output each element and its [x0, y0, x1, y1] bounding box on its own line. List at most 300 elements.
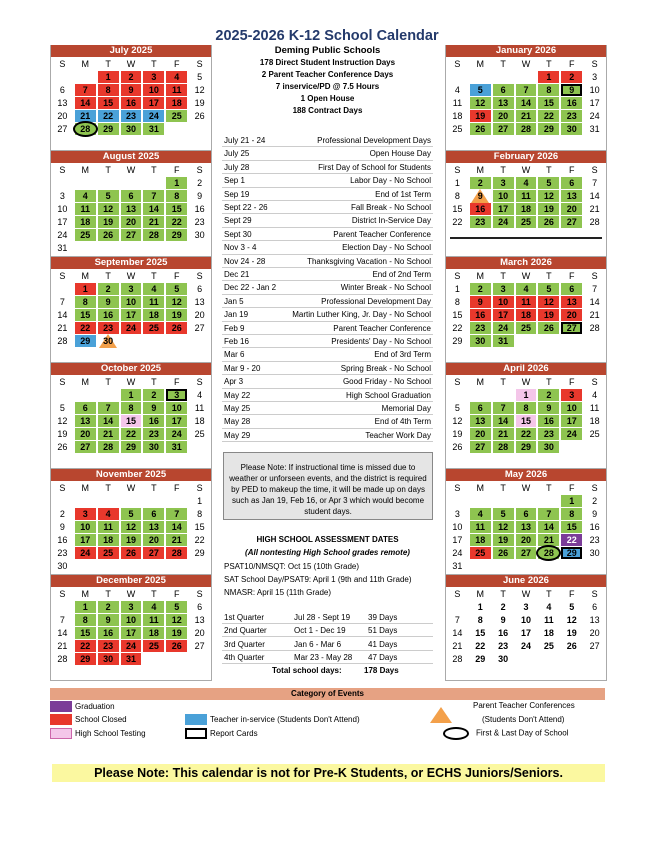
day-cell: 19	[98, 216, 119, 228]
weekday-header: M	[476, 483, 485, 493]
day-cell: 21	[57, 323, 68, 333]
event-row	[222, 201, 433, 214]
event-date: May 29	[224, 430, 251, 440]
day-cell: 5	[569, 602, 575, 612]
weekday-header: T	[500, 271, 506, 281]
day-grid	[446, 587, 606, 666]
day-cell: 18	[143, 627, 164, 639]
quarter-name: 2nd Quarter	[224, 626, 267, 636]
weekday-header: W	[126, 59, 136, 69]
day-cell: 22	[452, 217, 463, 227]
day-cell: 26	[538, 216, 559, 228]
event-row	[222, 362, 433, 375]
day-cell: 16	[98, 627, 119, 639]
weekday-header: S	[59, 589, 66, 599]
day-cell: 30	[98, 335, 119, 347]
event-name: High School Graduation	[346, 390, 431, 400]
district-line: 1 Open House	[300, 94, 355, 103]
day-cell: 2	[59, 509, 65, 519]
day-cell: 29	[452, 336, 463, 346]
weekday-header: T	[151, 165, 157, 175]
day-cell: 4	[98, 508, 119, 520]
day-cell: 13	[194, 615, 205, 625]
day-cell: 18	[194, 416, 205, 426]
day-cell: 6	[516, 508, 537, 520]
day-cell: 22	[98, 110, 119, 122]
event-date: May 22	[224, 390, 251, 400]
weekday-header: T	[105, 377, 111, 387]
day-cell: 18	[470, 534, 491, 546]
day-cell: 26	[493, 547, 514, 559]
day-cell: 20	[75, 428, 96, 440]
weekday-header: W	[521, 377, 531, 387]
event-date: Jan 5	[224, 296, 244, 306]
weekday-header: W	[126, 483, 136, 493]
day-cell: 6	[561, 283, 582, 295]
day-grid	[51, 587, 211, 666]
day-cell: 6	[561, 177, 582, 189]
day-cell: 16	[538, 415, 559, 427]
quarter-days: 41 Days	[368, 639, 398, 649]
day-cell: 11	[143, 296, 164, 308]
day-cell: 16	[470, 309, 491, 321]
event-date: Nov 24 - 28	[224, 256, 266, 266]
empty-cell	[470, 71, 491, 83]
day-cell: 17	[493, 309, 514, 321]
circle-icon	[443, 727, 469, 740]
day-cell: 3	[75, 508, 96, 520]
day-cell: 3	[121, 283, 142, 295]
event-date: Apr 3	[224, 377, 244, 387]
day-cell: 25	[516, 216, 537, 228]
day-cell: 26	[98, 229, 119, 241]
day-cell: 5	[454, 403, 460, 413]
day-cell: 11	[98, 521, 119, 533]
weekday-header: S	[196, 271, 203, 281]
day-cell: 3	[493, 283, 514, 295]
day-cell: 4	[75, 190, 96, 202]
month-header: May 2026	[446, 469, 606, 481]
day-cell: 21	[75, 110, 96, 122]
day-cell: 24	[166, 428, 187, 440]
weekday-header: T	[105, 483, 111, 493]
weekday-header: S	[454, 271, 461, 281]
day-cell: 19	[493, 534, 514, 546]
day-cell: 4	[166, 71, 187, 83]
empty-cell	[470, 389, 491, 401]
day-cell: 17	[561, 415, 582, 427]
day-cell: 11	[516, 296, 537, 308]
day-cell: 28	[98, 441, 119, 453]
total-row	[222, 664, 433, 677]
event-row	[222, 429, 433, 442]
month-november-2025	[50, 469, 212, 575]
quarter-days: 47 Days	[368, 652, 398, 662]
weekday-header: T	[500, 377, 506, 387]
day-cell: 10	[493, 190, 514, 202]
day-cell: 5	[121, 508, 142, 520]
weekday-header: F	[173, 59, 180, 69]
quarter-row	[222, 624, 433, 637]
event-date: Dec 22 - Jan 2	[224, 283, 277, 293]
day-cell: 27	[143, 547, 164, 559]
day-cell: 2	[197, 178, 203, 188]
day-cell: 27	[493, 123, 514, 135]
day-cell: 15	[194, 522, 205, 532]
day-grid	[51, 57, 211, 136]
day-cell: 28	[57, 336, 68, 346]
weekday-header: S	[59, 271, 66, 281]
empty-cell	[143, 495, 164, 507]
day-cell: 15	[516, 415, 537, 427]
empty-cell	[493, 389, 514, 401]
day-cell: 5	[493, 508, 514, 520]
weekday-header: S	[196, 377, 203, 387]
day-cell: 31	[57, 243, 68, 253]
weekday-header: S	[59, 165, 66, 175]
empty-cell	[98, 495, 119, 507]
weekday-header: T	[105, 271, 111, 281]
day-cell: 14	[57, 628, 68, 638]
empty-cell	[75, 389, 96, 401]
day-cell: 19	[57, 429, 68, 439]
day-cell: 18	[516, 309, 537, 321]
empty-cell	[493, 495, 514, 507]
day-cell: 25	[166, 110, 187, 122]
day-cell: 25	[589, 429, 600, 439]
day-cell: 27	[561, 216, 582, 228]
day-cell: 31	[121, 653, 142, 665]
month-header: January 2026	[446, 45, 606, 57]
weekday-header: M	[476, 165, 485, 175]
weekday-header: W	[126, 165, 136, 175]
day-cell: 22	[452, 323, 463, 333]
day-cell: 27	[589, 641, 600, 651]
weekday-header: S	[454, 165, 461, 175]
hs-assessment-item: PSAT10/NMSQT: Oct 15 (10th Grade)	[224, 562, 360, 571]
day-cell: 29	[561, 547, 582, 559]
event-name: Labor Day - No School	[350, 176, 431, 186]
day-cell: 7	[75, 84, 96, 96]
day-cell: 18	[75, 216, 96, 228]
day-cell: 6	[493, 84, 514, 96]
day-cell: 14	[166, 521, 187, 533]
month-header: August 2025	[51, 151, 211, 163]
weekday-header: F	[173, 483, 180, 493]
day-cell: 16	[194, 204, 205, 214]
weekday-header: S	[196, 589, 203, 599]
day-cell: 10	[75, 521, 96, 533]
day-cell: 6	[121, 190, 142, 202]
quarter-name: 3rd Quarter	[224, 639, 265, 649]
event-name: End of 3rd Term	[374, 350, 431, 360]
day-cell: 28	[538, 547, 559, 559]
divider	[450, 237, 602, 239]
day-cell: 12	[194, 85, 205, 95]
empty-cell	[447, 389, 468, 401]
weekday-header: S	[454, 483, 461, 493]
month-april-2026	[445, 363, 607, 469]
day-cell: 9	[538, 402, 559, 414]
weekday-header: T	[546, 165, 552, 175]
day-cell: 11	[516, 190, 537, 202]
day-cell: 13	[75, 415, 96, 427]
day-cell: 1	[197, 496, 203, 506]
day-cell: 23	[561, 110, 582, 122]
day-cell: 16	[470, 203, 491, 215]
weekday-header: W	[126, 271, 136, 281]
event-name: Martin Luther King, Jr. Day - No School	[292, 310, 431, 320]
event-name: End of 1st Term	[375, 189, 431, 199]
day-cell: 13	[121, 203, 142, 215]
event-name: Parent Teacher Conference	[333, 323, 431, 333]
day-cell: 10	[589, 85, 600, 95]
day-cell: 29	[166, 229, 187, 241]
day-cell: 23	[470, 322, 491, 334]
event-name: First Day of School for Students	[318, 162, 431, 172]
day-cell: 10	[121, 296, 142, 308]
event-date: May 25	[224, 404, 251, 413]
event-date: Sept 29	[224, 216, 252, 226]
day-cell: 19	[470, 110, 491, 122]
day-cell: 26	[166, 640, 187, 652]
day-cell: 13	[516, 521, 537, 533]
day-cell: 23	[143, 428, 164, 440]
day-cell: 21	[589, 310, 600, 320]
day-cell: 6	[75, 402, 96, 414]
day-cell: 1	[166, 177, 187, 189]
day-cell: 6	[143, 508, 164, 520]
weekday-header: S	[59, 377, 66, 387]
day-cell: 15	[121, 415, 142, 427]
day-cell: 18	[543, 628, 554, 638]
district-name: Deming Public Schools	[274, 45, 381, 56]
weekday-header: M	[476, 589, 485, 599]
weekday-header: S	[591, 589, 598, 599]
weekday-header: S	[196, 59, 203, 69]
month-header: April 2026	[446, 363, 606, 375]
day-cell: 9	[59, 522, 65, 532]
day-cell: 7	[98, 402, 119, 414]
day-cell: 3	[561, 389, 582, 401]
weekday-header: M	[476, 377, 485, 387]
day-cell: 1	[561, 495, 582, 507]
month-header: November 2025	[51, 469, 211, 481]
month-header: September 2025	[51, 257, 211, 269]
legend	[50, 688, 605, 700]
day-cell: 2	[561, 71, 582, 83]
day-cell: 12	[538, 296, 559, 308]
empty-cell	[470, 495, 491, 507]
day-cell: 1	[121, 389, 142, 401]
day-cell: 2	[121, 71, 142, 83]
event-name: Professional Development Day	[321, 296, 431, 306]
day-cell: 26	[452, 442, 463, 452]
event-row	[222, 281, 433, 294]
day-cell: 10	[121, 614, 142, 626]
legend-label: (Students Don't Attend)	[482, 715, 565, 724]
day-cell: 17	[75, 534, 96, 546]
day-cell: 5	[98, 190, 119, 202]
day-cell: 24	[57, 230, 68, 240]
day-cell: 17	[143, 97, 164, 109]
empty-cell	[447, 71, 468, 83]
day-cell: 22	[561, 534, 582, 546]
day-cell: 6	[592, 602, 598, 612]
legend-inservice	[185, 714, 360, 725]
day-cell: 27	[516, 547, 537, 559]
day-cell: 28	[75, 123, 96, 135]
event-name: District In-Service Day	[351, 216, 431, 226]
day-cell: 14	[493, 415, 514, 427]
day-cell: 22	[121, 428, 142, 440]
day-cell: 11	[75, 203, 96, 215]
day-cell: 9	[500, 615, 506, 625]
event-name: Memorial Day	[381, 404, 431, 413]
day-cell: 20	[194, 628, 205, 638]
day-cell: 15	[475, 628, 486, 638]
page-title: 2025-2026 K-12 School Calendar	[215, 28, 439, 44]
day-cell: 2	[470, 177, 491, 189]
weekday-header: M	[81, 377, 90, 387]
day-cell: 23	[538, 428, 559, 440]
weekday-header: W	[521, 165, 531, 175]
day-cell: 20	[143, 534, 164, 546]
day-cell: 30	[498, 654, 509, 664]
day-cell: 31	[143, 123, 164, 135]
day-cell: 11	[194, 403, 205, 413]
day-cell: 4	[143, 283, 164, 295]
day-cell: 10	[57, 204, 68, 214]
empty-cell	[75, 177, 96, 189]
day-cell: 16	[121, 97, 142, 109]
day-grid	[51, 269, 211, 348]
day-cell: 1	[75, 283, 96, 295]
weekday-header: S	[454, 59, 461, 69]
weekday-header: W	[521, 59, 531, 69]
event-row	[222, 174, 433, 187]
day-cell: 16	[143, 415, 164, 427]
day-cell: 29	[516, 441, 537, 453]
day-cell: 10	[452, 522, 463, 532]
day-cell: 15	[561, 521, 582, 533]
day-cell: 8	[166, 190, 187, 202]
day-cell: 25	[452, 124, 463, 134]
month-header: March 2026	[446, 257, 606, 269]
event-date: Mar 9 - 20	[224, 363, 261, 373]
day-cell: 27	[121, 229, 142, 241]
quarter-dates: Mar 23 - May 28	[294, 652, 353, 662]
day-cell: 11	[470, 521, 491, 533]
day-cell: 7	[592, 284, 598, 294]
day-cell: 14	[75, 97, 96, 109]
day-cell: 8	[75, 614, 96, 626]
day-cell: 21	[452, 641, 463, 651]
event-row	[222, 415, 433, 428]
day-cell: 13	[194, 297, 205, 307]
month-may-2026	[445, 469, 607, 575]
quarter-days: 39 Days	[368, 613, 398, 622]
day-cell: 22	[75, 640, 96, 652]
day-cell: 20	[493, 110, 514, 122]
day-cell: 7	[493, 402, 514, 414]
day-cell: 9	[470, 190, 491, 202]
weekday-header: F	[173, 377, 180, 387]
day-cell: 30	[121, 123, 142, 135]
empty-cell	[493, 71, 514, 83]
day-grid	[446, 57, 606, 136]
day-grid	[446, 375, 606, 454]
day-cell: 24	[493, 322, 514, 334]
day-cell: 19	[194, 98, 205, 108]
graduation-swatch	[50, 701, 72, 712]
weekday-header: T	[151, 377, 157, 387]
day-cell: 1	[454, 284, 460, 294]
day-cell: 15	[98, 97, 119, 109]
day-cell: 20	[516, 534, 537, 546]
day-cell: 28	[166, 547, 187, 559]
day-cell: 7	[143, 190, 164, 202]
empty-cell	[98, 177, 119, 189]
day-cell: 12	[470, 97, 491, 109]
day-cell: 4	[454, 85, 460, 95]
event-row	[222, 134, 433, 147]
day-cell: 30	[538, 441, 559, 453]
event-row	[222, 402, 433, 415]
event-date: Sept 22 - 26	[224, 203, 268, 212]
day-cell: 19	[166, 627, 187, 639]
hs-assessment-subtitle: (All nontesting High School grades remote)	[245, 548, 410, 557]
event-date: Nov 3 - 4	[224, 243, 257, 253]
district-info	[222, 45, 433, 117]
day-cell: 25	[143, 640, 164, 652]
weekday-header: W	[521, 271, 531, 281]
month-december-2025	[50, 575, 212, 681]
month-january-2026	[445, 45, 607, 151]
event-date: Mar 6	[224, 350, 245, 360]
day-cell: 14	[538, 521, 559, 533]
day-cell: 18	[516, 203, 537, 215]
day-cell: 18	[98, 534, 119, 546]
legend-label: Teacher in-service (Students Don't Attend)	[210, 715, 360, 724]
event-row	[222, 161, 433, 174]
day-cell: 24	[589, 111, 600, 121]
event-date: Dec 21	[224, 270, 250, 279]
hs-assessment-item: NMASR: April 15 (11th Grade)	[224, 588, 332, 597]
day-cell: 14	[57, 310, 68, 320]
day-cell: 19	[538, 309, 559, 321]
day-cell: 5	[538, 283, 559, 295]
event-name: Fall Break - No School	[350, 203, 431, 212]
weekday-header: T	[500, 59, 506, 69]
day-cell: 8	[454, 297, 460, 307]
weekday-header: F	[568, 483, 575, 493]
month-june-2026	[445, 575, 607, 681]
event-name: End of 2nd Term	[372, 270, 431, 279]
day-cell: 13	[493, 97, 514, 109]
day-cell: 24	[143, 110, 164, 122]
right-calendar-column	[445, 45, 607, 681]
day-cell: 22	[75, 322, 96, 334]
weekday-header: F	[568, 165, 575, 175]
day-cell: 27	[470, 441, 491, 453]
day-cell: 28	[452, 654, 463, 664]
day-cell: 19	[452, 429, 463, 439]
legend-label: Parent Teacher Conferences	[473, 701, 575, 710]
day-cell: 4	[516, 177, 537, 189]
weekday-header: M	[81, 483, 90, 493]
weekday-header: M	[81, 165, 90, 175]
